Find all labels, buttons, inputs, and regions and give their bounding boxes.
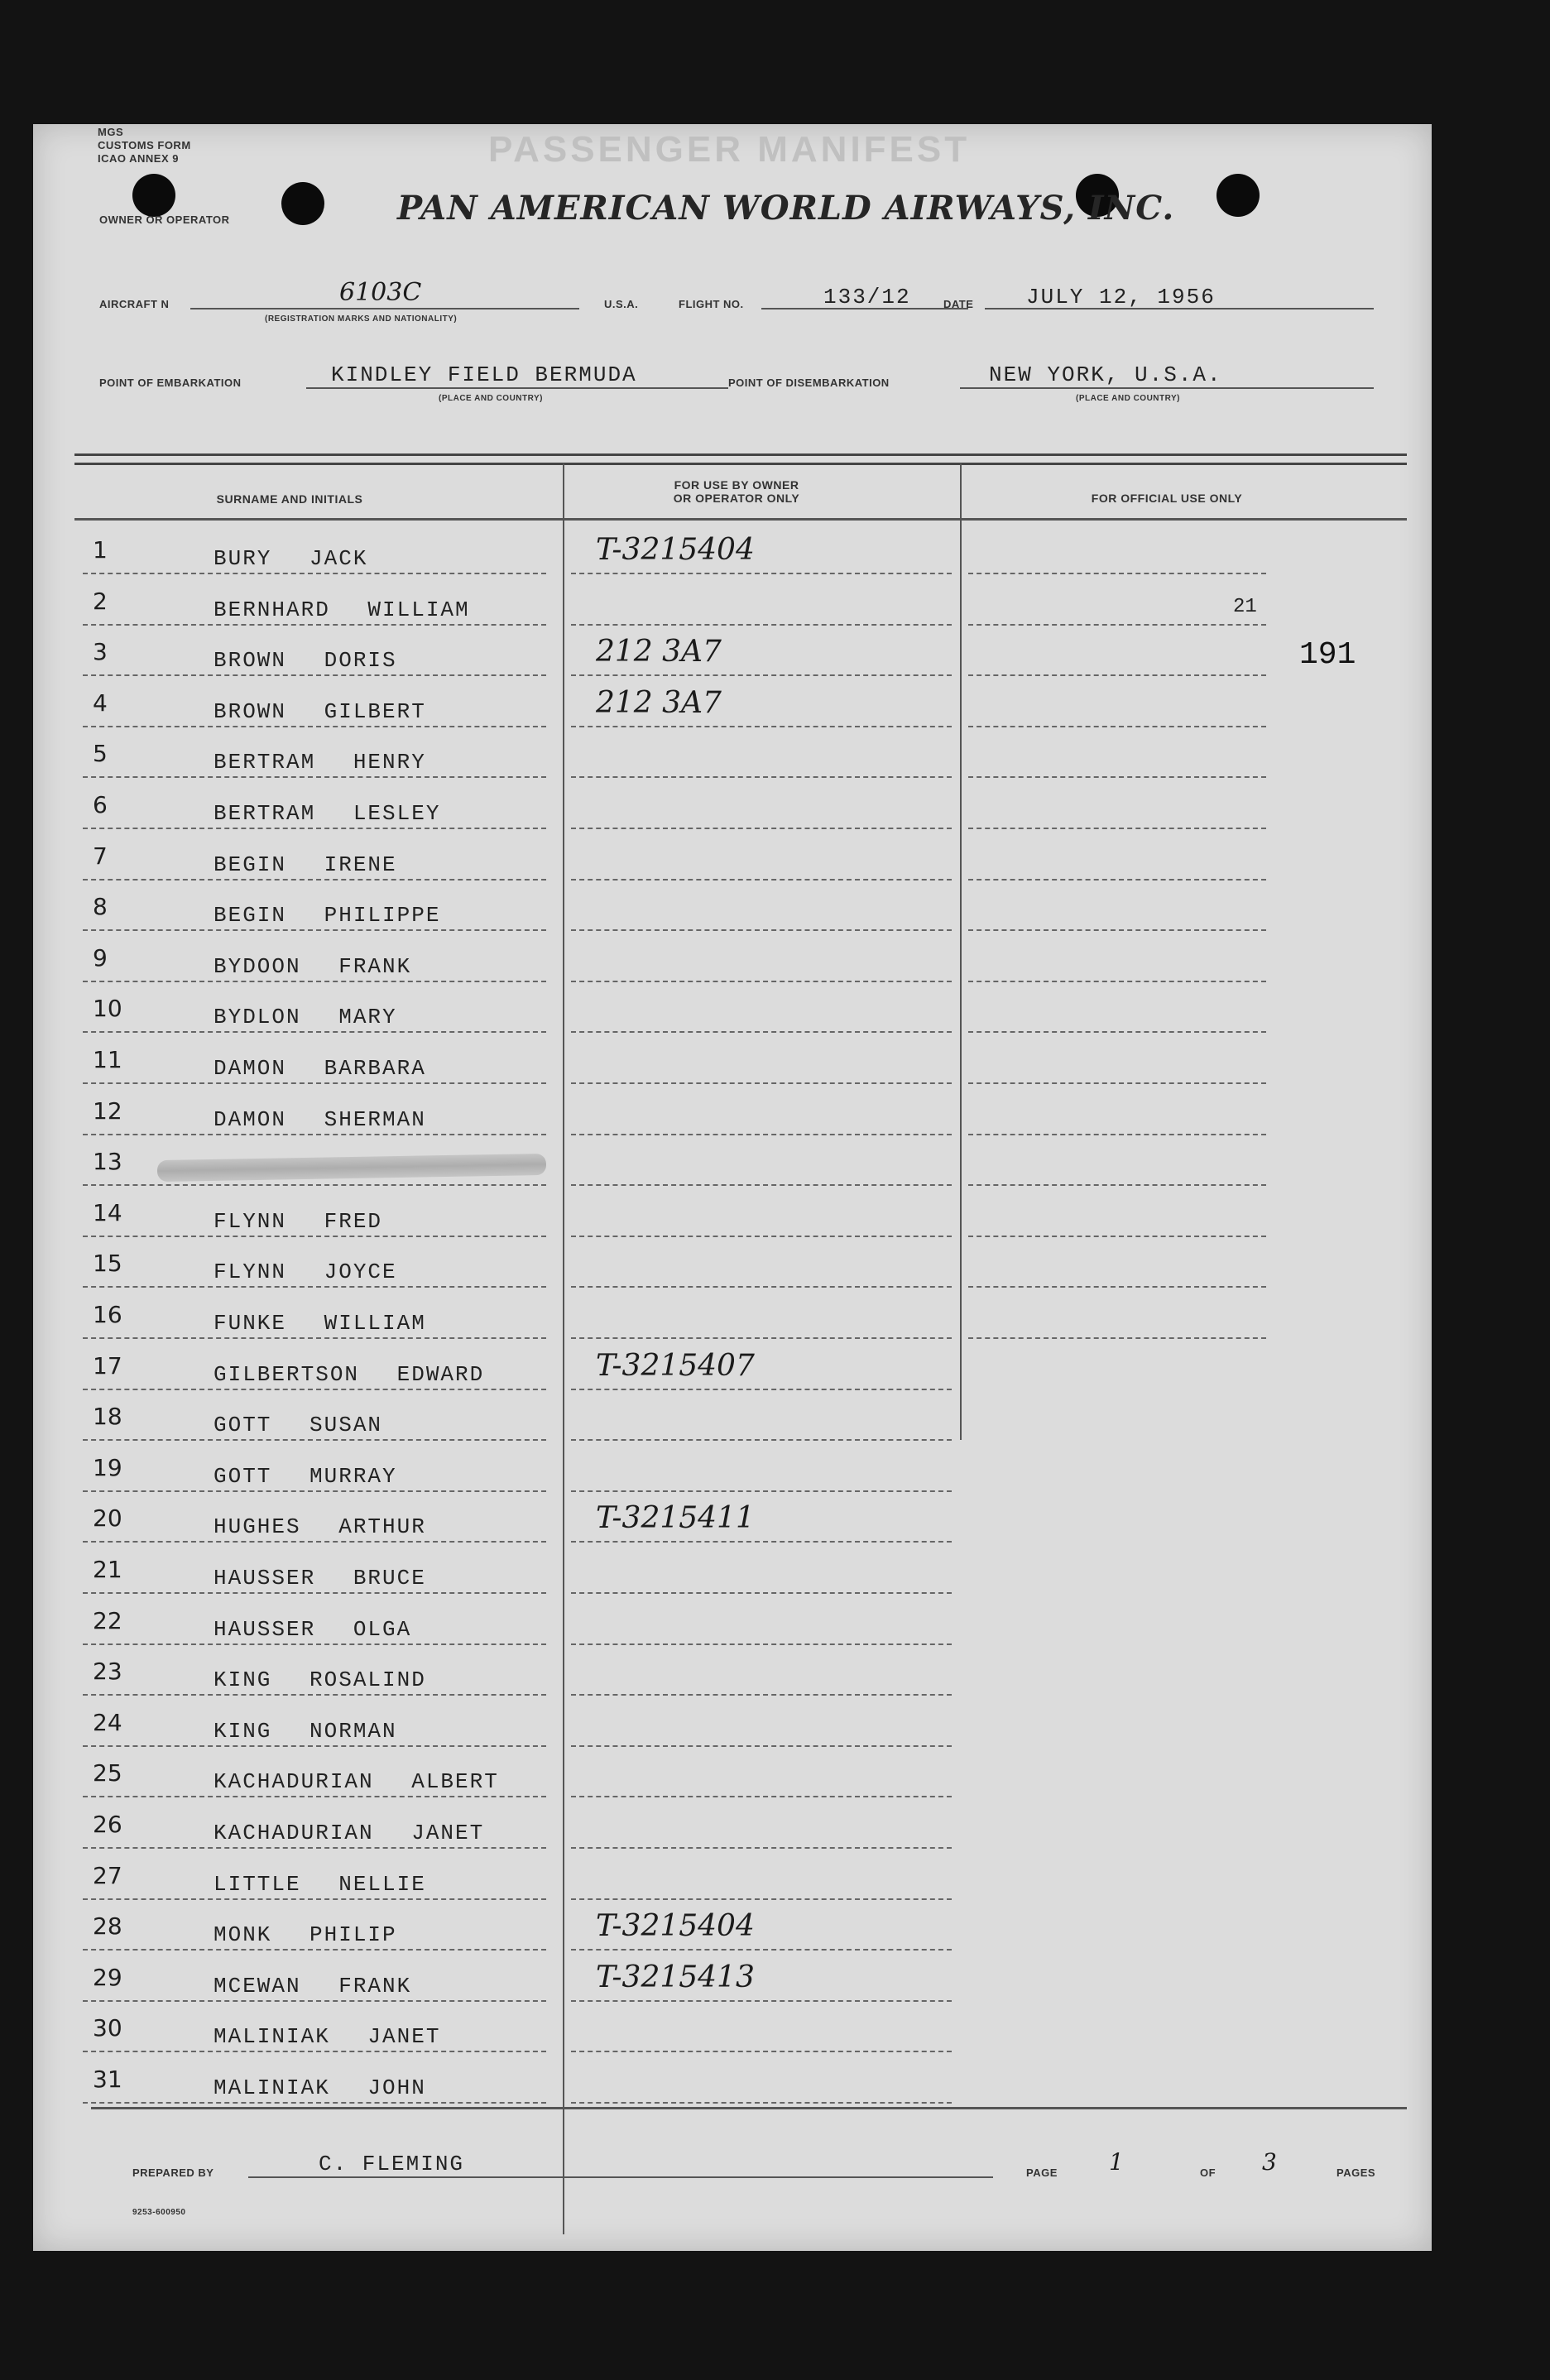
- table-bottom-rule: [91, 2107, 1407, 2109]
- row-underline-owner: [571, 674, 952, 676]
- aircraft-sublabel: (REGISTRATION MARKS AND NATIONALITY): [265, 314, 458, 324]
- row-underline: [83, 674, 546, 676]
- company-name: PAN AMERICAN WORLD AIRWAYS, INC.: [397, 189, 1175, 228]
- row-underline-official: [968, 828, 1266, 829]
- embarkation-sublabel: (PLACE AND COUNTRY): [439, 394, 543, 403]
- row-underline: [83, 1949, 546, 1951]
- row-number: 22: [93, 1607, 122, 1634]
- row-number: 13: [93, 1148, 122, 1175]
- row-underline: [83, 1490, 546, 1492]
- row-number: 28: [93, 1912, 122, 1940]
- row-number: 3: [93, 638, 108, 665]
- ticket-number: T-3215407: [596, 1349, 755, 1383]
- row-underline: [83, 929, 546, 931]
- row-underline-owner: [571, 879, 952, 881]
- row-underline-owner: [571, 1490, 952, 1492]
- row-number: 30: [93, 2014, 122, 2042]
- passenger-name: BYDLON MARY: [214, 1005, 397, 1029]
- punch-hole: [132, 174, 175, 217]
- col-owner-header-1: FOR USE BY OWNER: [674, 478, 799, 492]
- row-number: 17: [93, 1352, 122, 1380]
- row-number: 26: [93, 1811, 122, 1838]
- row-underline-owner: [571, 1796, 952, 1797]
- row-number: 5: [93, 740, 108, 767]
- page-value: 1: [1109, 2148, 1124, 2176]
- passenger-name: KACHADURIAN JANET: [214, 1821, 485, 1845]
- row-underline-owner: [571, 1082, 952, 1084]
- row-number: 15: [93, 1250, 122, 1277]
- row-underline: [83, 1898, 546, 1900]
- row-underline-owner: [571, 1694, 952, 1696]
- prepared-by-value: C. FLEMING: [319, 2152, 465, 2176]
- row-underline-official: [968, 1082, 1266, 1084]
- passenger-name: HAUSSER OLGA: [214, 1617, 412, 1642]
- row-underline: [83, 1796, 546, 1797]
- passenger-name: BROWN GILBERT: [214, 699, 426, 724]
- ticket-number: T-3215404: [596, 1909, 755, 1943]
- row-underline: [83, 1389, 546, 1390]
- row-underline: [83, 1134, 546, 1135]
- prepared-by-label: PREPARED BY: [132, 2166, 214, 2179]
- passenger-name: GOTT SUSAN: [214, 1413, 383, 1437]
- row-underline-official: [968, 1286, 1266, 1288]
- row-underline-owner: [571, 1031, 952, 1033]
- column-divider: [960, 463, 962, 1440]
- row-underline: [83, 1847, 546, 1849]
- row-underline-owner: [571, 828, 952, 829]
- row-number: 12: [93, 1097, 122, 1125]
- row-underline: [83, 2102, 546, 2104]
- passenger-name: MALINIAK JOHN: [214, 2075, 426, 2100]
- passenger-name: GOTT MURRAY: [214, 1464, 397, 1489]
- disembarkation-label: POINT OF DISEMBARKATION: [728, 377, 890, 389]
- row-number: 23: [93, 1658, 122, 1685]
- row-number: 10: [93, 995, 122, 1022]
- passenger-name: BURY JACK: [214, 546, 368, 571]
- passenger-name: HAUSSER BRUCE: [214, 1566, 426, 1591]
- passenger-name: MONK PHILIP: [214, 1922, 397, 1947]
- form-code-3: ICAO ANNEX 9: [98, 152, 179, 165]
- passenger-name: KACHADURIAN ALBERT: [214, 1769, 499, 1794]
- row-underline: [83, 2051, 546, 2052]
- row-underline-owner: [571, 981, 952, 982]
- row-number: 27: [93, 1862, 122, 1889]
- passenger-name: MALINIAK JANET: [214, 2024, 441, 2049]
- row-underline-owner: [571, 2000, 952, 2002]
- flight-label: FLIGHT NO.: [679, 298, 744, 310]
- passenger-name: BYDOON FRANK: [214, 954, 412, 979]
- aircraft-underline: [190, 308, 579, 309]
- row-underline-owner: [571, 1847, 952, 1849]
- row-underline: [83, 1082, 546, 1084]
- row-number: 16: [93, 1301, 122, 1328]
- passenger-name: FLYNN FRED: [214, 1209, 383, 1234]
- form-number: 9253-600950: [132, 2208, 186, 2217]
- row-underline-official: [968, 929, 1266, 931]
- aircraft-value: 6103C: [339, 278, 422, 307]
- row-underline-owner: [571, 1898, 952, 1900]
- prepared-by-underline: [248, 2176, 993, 2178]
- row-number: 4: [93, 689, 108, 717]
- page-title: PASSENGER MANIFEST: [488, 129, 971, 170]
- passenger-name: LITTLE NELLIE: [214, 1872, 426, 1897]
- ticket-number: T-3215411: [596, 1501, 755, 1535]
- row-number: 9: [93, 944, 108, 972]
- row-number: 31: [93, 2066, 122, 2093]
- ticket-number: T-3215404: [596, 533, 755, 567]
- row-underline-owner: [571, 1949, 952, 1951]
- row-number: 19: [93, 1454, 122, 1481]
- date-value: JULY 12, 1956: [1026, 285, 1216, 309]
- aircraft-country: U.S.A.: [604, 298, 639, 310]
- row-underline-owner: [571, 1184, 952, 1186]
- row-underline-owner: [571, 2102, 952, 2104]
- flight-value: 133/12: [823, 285, 911, 309]
- row-underline: [83, 1286, 546, 1288]
- table-header-rule: [74, 518, 1407, 521]
- row-underline: [83, 1439, 546, 1441]
- passenger-name: FUNKE WILLIAM: [214, 1311, 426, 1336]
- of-label: OF: [1200, 2166, 1216, 2179]
- passenger-name: BROWN DORIS: [214, 648, 397, 673]
- row-underline: [83, 1541, 546, 1543]
- passenger-name: MCEWAN FRANK: [214, 1974, 412, 1999]
- row-underline-owner: [571, 1389, 952, 1390]
- page-label: PAGE: [1026, 2166, 1058, 2179]
- row-underline: [83, 828, 546, 829]
- passenger-name: FLYNN JOYCE: [214, 1260, 397, 1284]
- row-underline-official: [968, 1031, 1266, 1033]
- row-underline: [83, 1236, 546, 1237]
- row-underline-owner: [571, 776, 952, 778]
- official-note: 21: [1233, 596, 1257, 618]
- row-underline: [83, 1592, 546, 1594]
- col-surname-header: SURNAME AND INITIALS: [216, 492, 363, 506]
- row-underline-official: [968, 1337, 1266, 1339]
- row-underline: [83, 981, 546, 982]
- row-underline: [83, 726, 546, 727]
- passenger-name: DAMON SHERMAN: [214, 1107, 426, 1132]
- row-underline: [83, 1694, 546, 1696]
- row-number: 29: [93, 1964, 122, 1991]
- row-underline: [83, 1184, 546, 1186]
- struck-out-entry: [157, 1154, 546, 1182]
- row-number: 8: [93, 893, 108, 920]
- passenger-name: KING NORMAN: [214, 1719, 397, 1744]
- row-underline-official: [968, 981, 1266, 982]
- disembarkation-sublabel: (PLACE AND COUNTRY): [1076, 394, 1180, 403]
- table-top-rule: [74, 453, 1407, 465]
- row-number: 25: [93, 1759, 122, 1787]
- manifest-sheet: [33, 124, 1432, 2251]
- row-underline: [83, 1031, 546, 1033]
- row-underline-owner: [571, 726, 952, 727]
- row-underline-owner: [571, 1134, 952, 1135]
- row-underline-owner: [571, 624, 952, 626]
- row-underline-owner: [571, 1541, 952, 1543]
- row-underline-official: [968, 624, 1266, 626]
- row-underline: [83, 1337, 546, 1339]
- form-code-1: MGS: [98, 126, 124, 138]
- ticket-number: 212 3A7: [596, 686, 722, 720]
- row-number: 20: [93, 1504, 122, 1532]
- row-underline-owner: [571, 1592, 952, 1594]
- row-underline: [83, 776, 546, 778]
- row-underline: [83, 879, 546, 881]
- passenger-name: DAMON BARBARA: [214, 1056, 426, 1081]
- column-divider: [563, 463, 564, 2234]
- passenger-name: BERTRAM LESLEY: [214, 801, 441, 826]
- passenger-name: BERNHARD WILLIAM: [214, 597, 470, 622]
- row-underline-official: [968, 726, 1266, 727]
- passenger-name: GILBERTSON EDWARD: [214, 1362, 485, 1387]
- row-underline: [83, 573, 546, 574]
- row-underline-official: [968, 776, 1266, 778]
- of-value: 3: [1262, 2148, 1277, 2176]
- aircraft-label: AIRCRAFT N: [99, 298, 170, 310]
- row-underline-official: [968, 1184, 1266, 1186]
- row-underline-official: [968, 1236, 1266, 1237]
- passenger-name: BERTRAM HENRY: [214, 750, 426, 775]
- row-underline-owner: [571, 1236, 952, 1237]
- row-underline-official: [968, 1134, 1266, 1135]
- passenger-name: HUGHES ARTHUR: [214, 1514, 426, 1539]
- row-number: 18: [93, 1403, 122, 1430]
- row-underline-owner: [571, 2051, 952, 2052]
- row-underline-official: [968, 674, 1266, 676]
- row-underline: [83, 1643, 546, 1645]
- embarkation-value: KINDLEY FIELD BERMUDA: [331, 362, 637, 387]
- row-underline: [83, 624, 546, 626]
- embarkation-underline: [306, 387, 728, 389]
- ticket-number: 212 3A7: [596, 635, 722, 669]
- row-number: 11: [93, 1046, 122, 1073]
- row-number: 14: [93, 1199, 122, 1226]
- row-underline-official: [968, 573, 1266, 574]
- row-underline-owner: [571, 1745, 952, 1747]
- row-underline-owner: [571, 1337, 952, 1339]
- row-underline-owner: [571, 1439, 952, 1441]
- row-underline-owner: [571, 573, 952, 574]
- pages-label: PAGES: [1336, 2166, 1376, 2179]
- ticket-number: T-3215413: [596, 1960, 755, 1994]
- row-number: 21: [93, 1556, 122, 1583]
- form-code-2: CUSTOMS FORM: [98, 139, 191, 151]
- owner-label: OWNER OR OPERATOR: [99, 214, 230, 226]
- col-owner-header-2: OR OPERATOR ONLY: [673, 492, 800, 505]
- disembarkation-value: NEW YORK, U.S.A.: [989, 362, 1222, 387]
- page-stamp-number: 191: [1299, 637, 1356, 673]
- row-underline-official: [968, 879, 1266, 881]
- row-number: 24: [93, 1709, 122, 1736]
- date-label: DATE: [943, 298, 974, 310]
- row-number: 6: [93, 791, 108, 818]
- passenger-name: BEGIN PHILIPPE: [214, 903, 441, 928]
- embarkation-label: POINT OF EMBARKATION: [99, 377, 242, 389]
- row-underline-owner: [571, 1286, 952, 1288]
- disembarkation-underline: [960, 387, 1374, 389]
- row-number: 7: [93, 842, 108, 870]
- punch-hole: [281, 182, 324, 225]
- row-number: 1: [93, 536, 108, 564]
- row-underline-owner: [571, 1643, 952, 1645]
- punch-hole: [1216, 174, 1260, 217]
- passenger-name: KING ROSALIND: [214, 1667, 426, 1692]
- passenger-name: BEGIN IRENE: [214, 852, 397, 877]
- row-underline: [83, 2000, 546, 2002]
- col-official-header: FOR OFFICIAL USE ONLY: [1091, 492, 1243, 505]
- row-number: 2: [93, 588, 108, 615]
- row-underline: [83, 1745, 546, 1747]
- row-underline-owner: [571, 929, 952, 931]
